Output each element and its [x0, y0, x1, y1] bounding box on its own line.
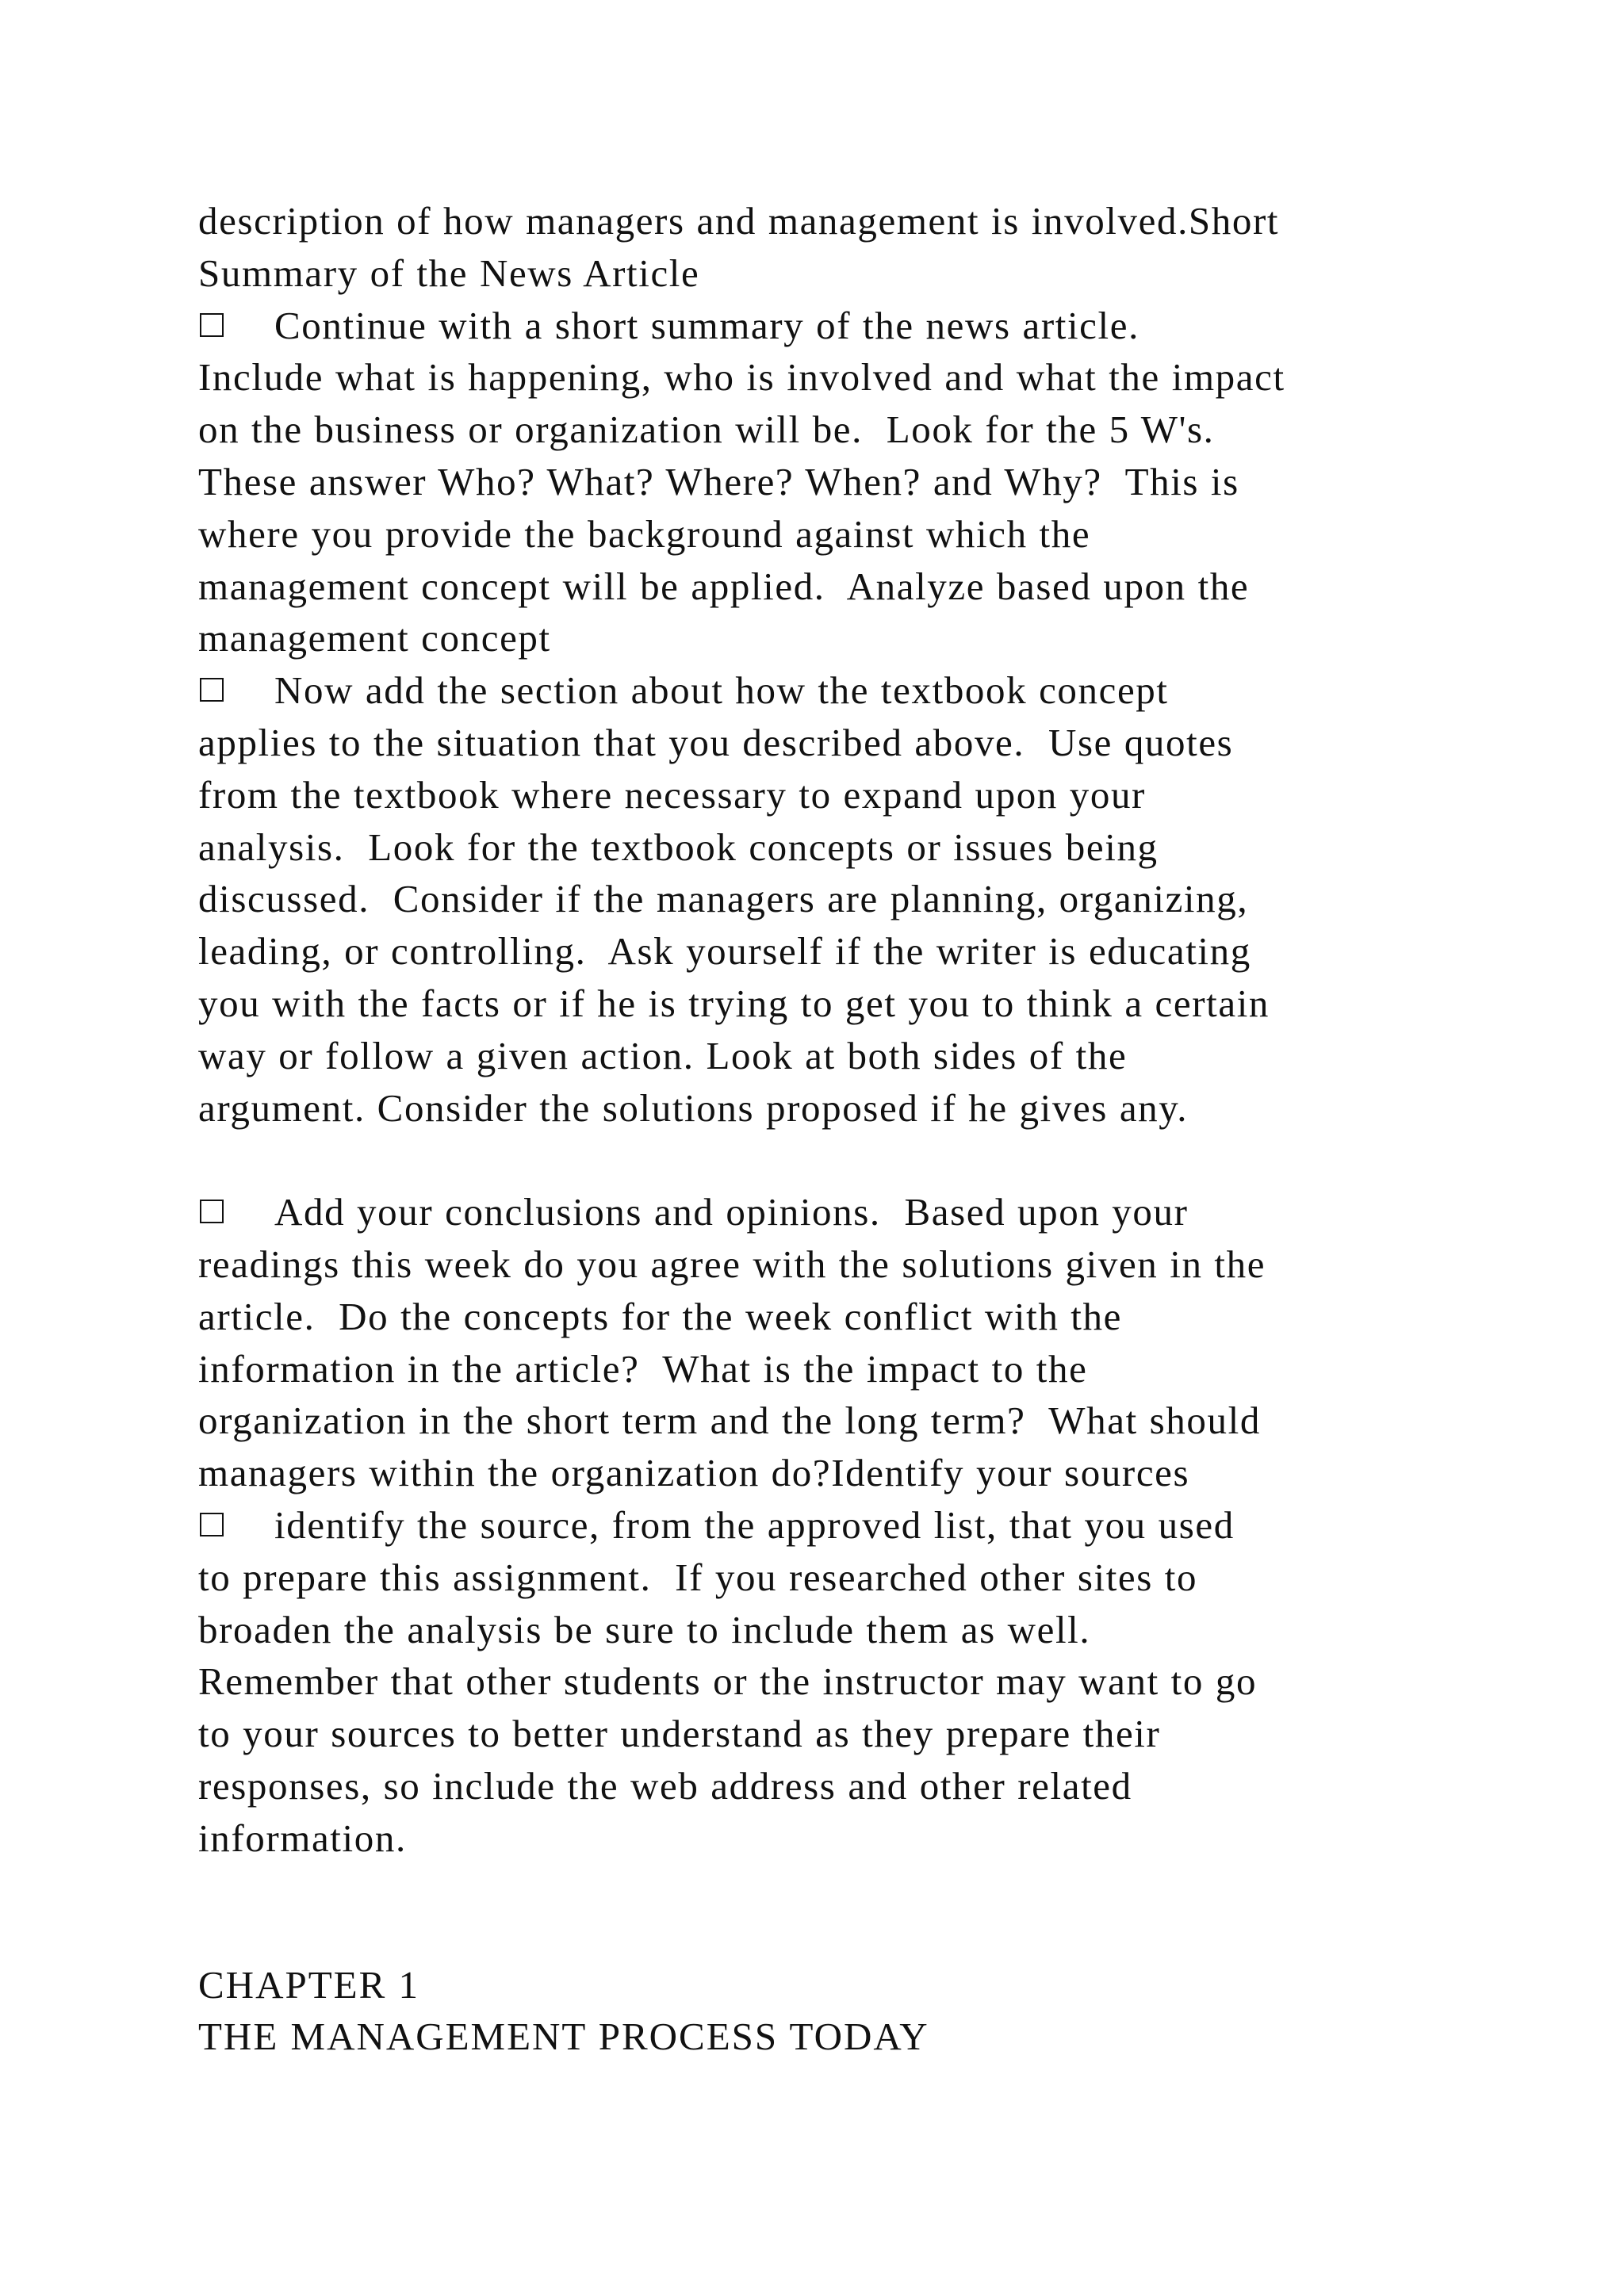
body-line: description of how managers and management is involved.Short	[198, 199, 1280, 243]
body-line: from the textbook where necessary to expand upon your	[198, 772, 1146, 817]
body-line: information in the article? What is the impact to the	[198, 1346, 1088, 1391]
body-line: you with the facts or if he is trying to get you to think a certain	[198, 981, 1270, 1025]
body-line: Remember that other students or the instructor may want to go	[198, 1659, 1258, 1704]
body-line: discussed. Consider if the managers are planning, organizing,	[198, 877, 1249, 921]
checklist-item-text: Continue with a short summary of the news article.	[274, 303, 1139, 347]
body-line: to your sources to better understand as they prepare their	[198, 1712, 1161, 1756]
body-line: broaden the analysis be sure to include them as well.	[198, 1607, 1091, 1651]
body-line: argument. Consider the solutions proposed if he gives any.	[198, 1085, 1189, 1130]
section-heading-analyze: management concept	[198, 616, 551, 660]
chapter-number: CHAPTER 1	[198, 1962, 420, 2007]
body-line: Include what is happening, who is involved and what the impact	[198, 355, 1285, 400]
body-line: analysis. Look for the textbook concepts or issues being	[198, 825, 1159, 869]
checklist-item-summary	[198, 300, 1483, 352]
body-line: applies to the situation that you described above. Use quotes	[198, 720, 1234, 764]
body-line: on the business or organization will be. Look for the 5 W's.	[198, 408, 1215, 452]
checklist-item-sources	[198, 1499, 1483, 1552]
checklist-item-analyze	[198, 664, 1483, 717]
empty-checkbox-icon	[200, 678, 224, 702]
body-line: article. Do the concepts for the week conflict with the	[198, 1294, 1122, 1338]
body-line: to prepare this assignment. If you researched other sites to	[198, 1555, 1198, 1599]
checklist-item-conclusions	[198, 1186, 1483, 1238]
empty-checkbox-icon	[200, 1200, 224, 1223]
document-body	[198, 195, 1483, 2063]
section-heading-sources: managers within the organization do?Identify your sources	[198, 1451, 1190, 1495]
body-line: responses, so include the web address and other related	[198, 1763, 1132, 1808]
body-line: readings this week do you agree with the solutions given in the	[198, 1242, 1266, 1286]
paragraph-spacer	[198, 1134, 1483, 1186]
body-line: organization in the short term and the long term? What should	[198, 1399, 1261, 1443]
body-line: management concept will be applied. Analyze based upon the	[198, 564, 1250, 608]
body-line: leading, or controlling. Ask yourself if the writer is educating	[198, 929, 1251, 974]
body-line: These answer Who? What? Where? When? and Why? This is	[198, 459, 1239, 503]
body-line: way or follow a given action. Look at both sides of the	[198, 1033, 1128, 1077]
empty-checkbox-icon	[200, 1513, 224, 1536]
section-spacer	[198, 1865, 1483, 1959]
section-heading-summary: Summary of the News Article	[198, 251, 700, 295]
body-line: where you provide the background against which the	[198, 511, 1091, 556]
checklist-item-text: Now add the section about how the textbook concept	[274, 668, 1169, 713]
empty-checkbox-icon	[200, 313, 224, 337]
chapter-title: THE MANAGEMENT PROCESS TODAY	[198, 2015, 929, 2059]
checklist-item-text: identify the source, from the approved list, that you used	[274, 1502, 1235, 1547]
body-line: information.	[198, 1816, 407, 1860]
checklist-item-text: Add your conclusions and opinions. Based upon your	[274, 1190, 1189, 1234]
